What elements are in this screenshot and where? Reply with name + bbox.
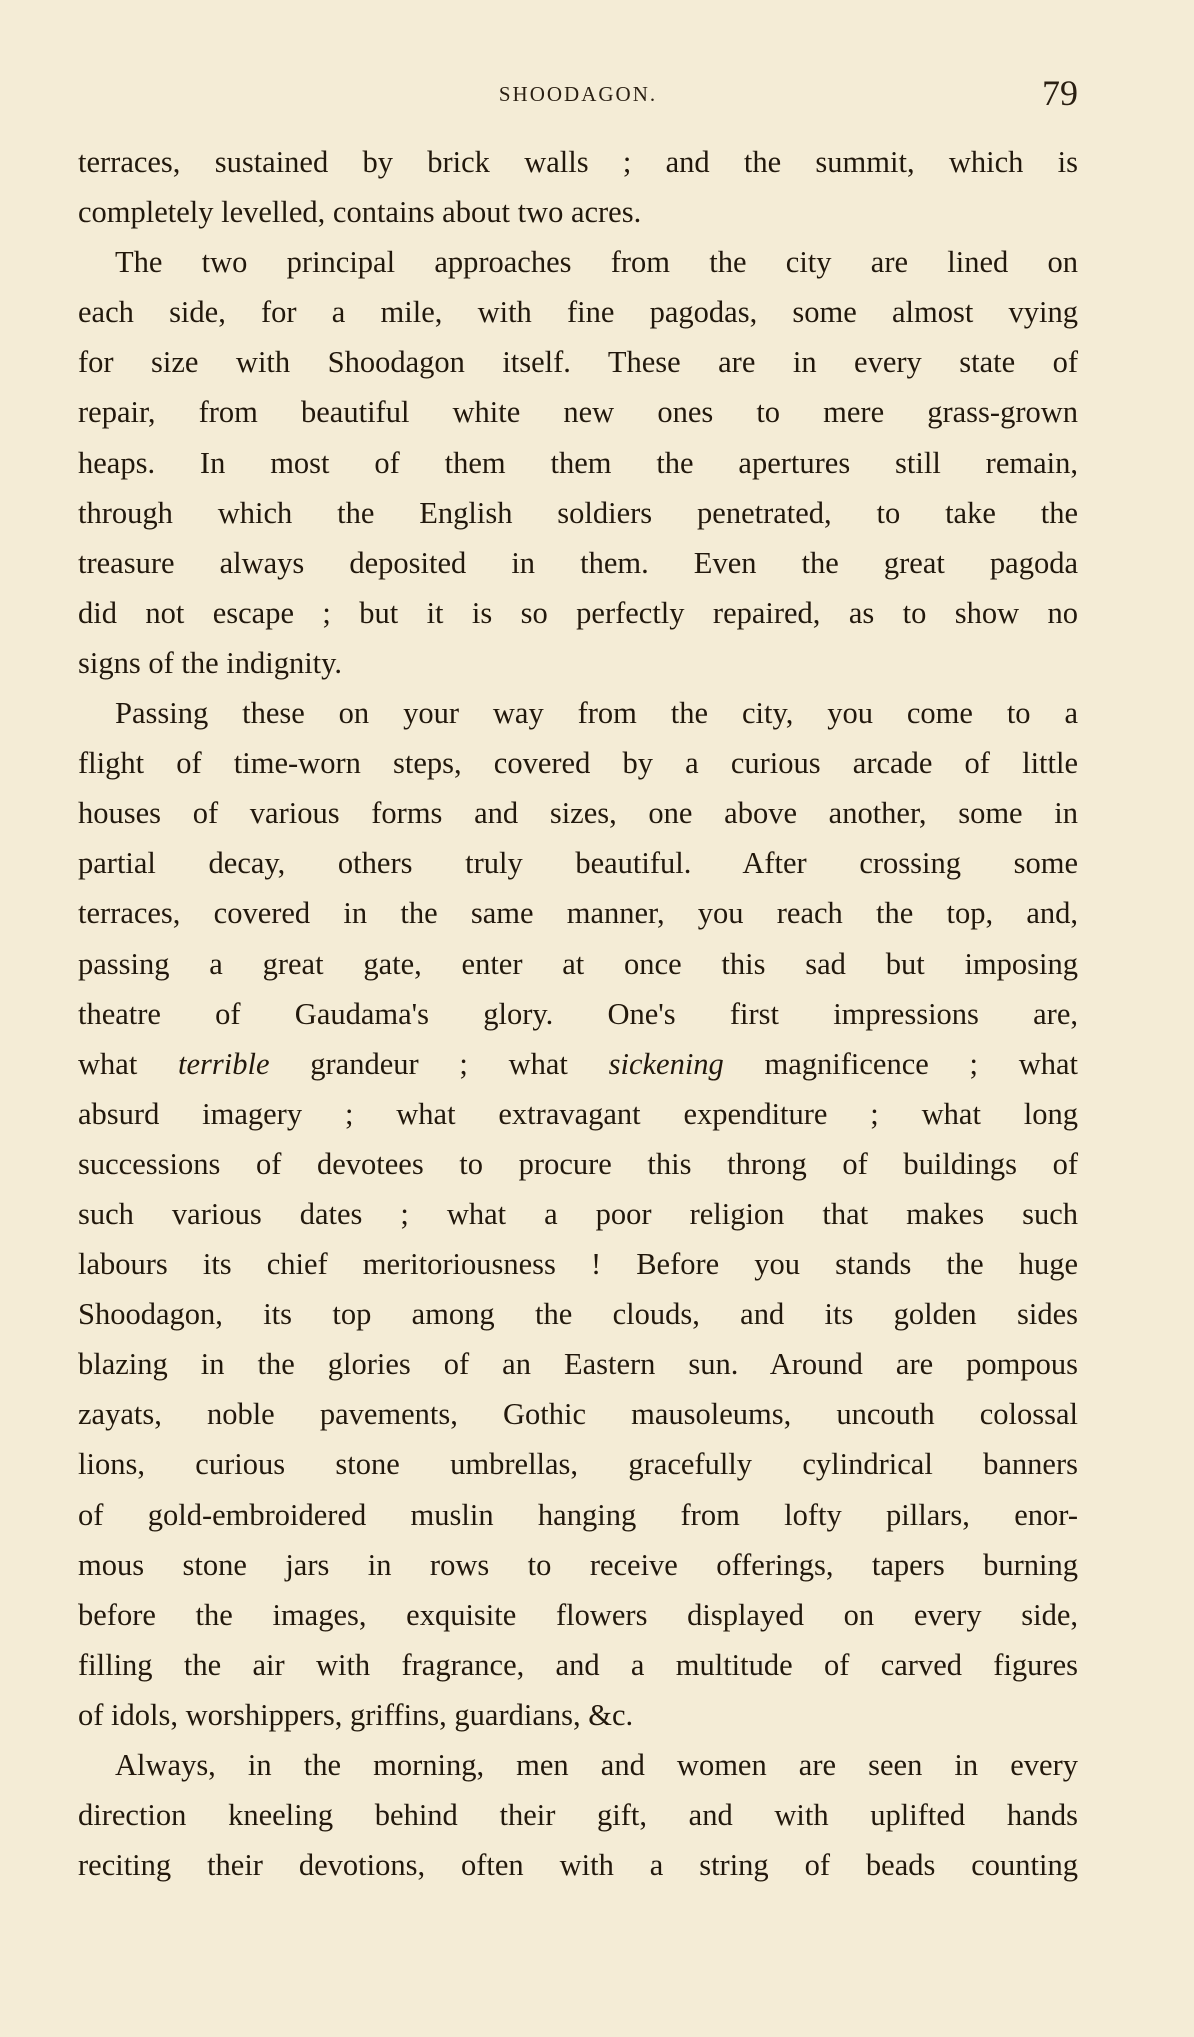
text-line: absurd imagery ; what extravagant expenditure ; what long xyxy=(78,1096,1078,1131)
text-line: completely levelled, contains about two acres. xyxy=(78,195,642,230)
text-line: passing a great gate, enter at once this sad but imposing xyxy=(78,946,1078,981)
text-run: grandeur ; what xyxy=(269,1046,609,1081)
text-line: terraces, sustained by brick walls ; and the summit, which is xyxy=(78,145,1078,179)
text-line: direction kneeling behind their gift, and with uplifted hands xyxy=(78,1798,1078,1833)
text-line: treasure always deposited in them. Even the great pagoda xyxy=(78,545,1078,580)
text-line: theatre of Gaudama's glory. One's first impressions are, xyxy=(78,996,1078,1031)
text-line: labours its chief meritoriousness ! Before you stands the huge xyxy=(78,1247,1078,1282)
text-run: what xyxy=(78,1046,179,1081)
page-number: 79 xyxy=(1042,73,1078,113)
text-line: reciting their devotions, often with a string of beads counting xyxy=(78,1848,1078,1883)
body-text xyxy=(78,137,1078,1890)
text-line: Passing these on your way from the city, you come to a xyxy=(115,696,1078,731)
text-line: houses of various forms and sizes, one above another, some in xyxy=(78,796,1078,831)
text-line: before the images, exquisite flowers displayed on every side, xyxy=(78,1597,1078,1632)
text-line: zayats, noble pavements, Gothic mausoleums, uncouth colossal xyxy=(78,1397,1078,1432)
italic-word: terrible xyxy=(178,1046,270,1081)
text-line: such various dates ; what a poor religion that makes such xyxy=(78,1196,1078,1231)
running-head: SHOODAGON. xyxy=(498,82,658,106)
text-line: lions, curious stone umbrellas, gracefully cylindrical banners xyxy=(78,1447,1078,1482)
text-line: Always, in the morning, men and women are seen in every xyxy=(115,1748,1078,1782)
text-line xyxy=(78,1039,1078,1089)
text-line: repair, from beautiful white new ones to mere grass-grown xyxy=(78,395,1078,430)
text-line: partial decay, others truly beautiful. After crossing some xyxy=(78,846,1078,881)
text-line: Shoodagon, its top among the clouds, and its golden sides xyxy=(78,1297,1078,1332)
text-line: flight of time-worn steps, covered by a curious arcade of little xyxy=(78,746,1078,781)
text-line: filling the air with fragrance, and a multitude of carved figures xyxy=(78,1647,1078,1682)
text-line: for size with Shoodagon itself. These are in every state of xyxy=(78,345,1078,380)
text-line: did not escape ; but it is so perfectly repaired, as to show no xyxy=(78,595,1078,630)
text-line: terraces, covered in the same manner, you reach the top, and, xyxy=(78,896,1078,931)
text-line: through which the English soldiers penetrated, to take the xyxy=(78,495,1078,530)
page-header xyxy=(78,72,1078,122)
text-run: magnificence ; what xyxy=(723,1046,1079,1081)
italic-word: sickening xyxy=(608,1046,724,1081)
text-line: signs of the indignity. xyxy=(78,645,343,680)
text-line: each side, for a mile, with fine pagodas, some almost vying xyxy=(78,295,1078,330)
text-line: blazing in the glories of an Eastern sun. Around are pompous xyxy=(78,1347,1078,1382)
text-line: heaps. In most of them them the apertures still remain, xyxy=(78,445,1078,480)
text-line: of idols, worshippers, griffins, guardians, &c. xyxy=(78,1697,634,1732)
text-line: mous stone jars in rows to receive offerings, tapers burning xyxy=(78,1547,1078,1582)
text-line: The two principal approaches from the city are lined on xyxy=(115,245,1078,280)
text-line: successions of devotees to procure this throng of buildings of xyxy=(78,1146,1078,1181)
text-line: of gold-embroidered muslin hanging from lofty pillars, enor- xyxy=(78,1497,1078,1532)
